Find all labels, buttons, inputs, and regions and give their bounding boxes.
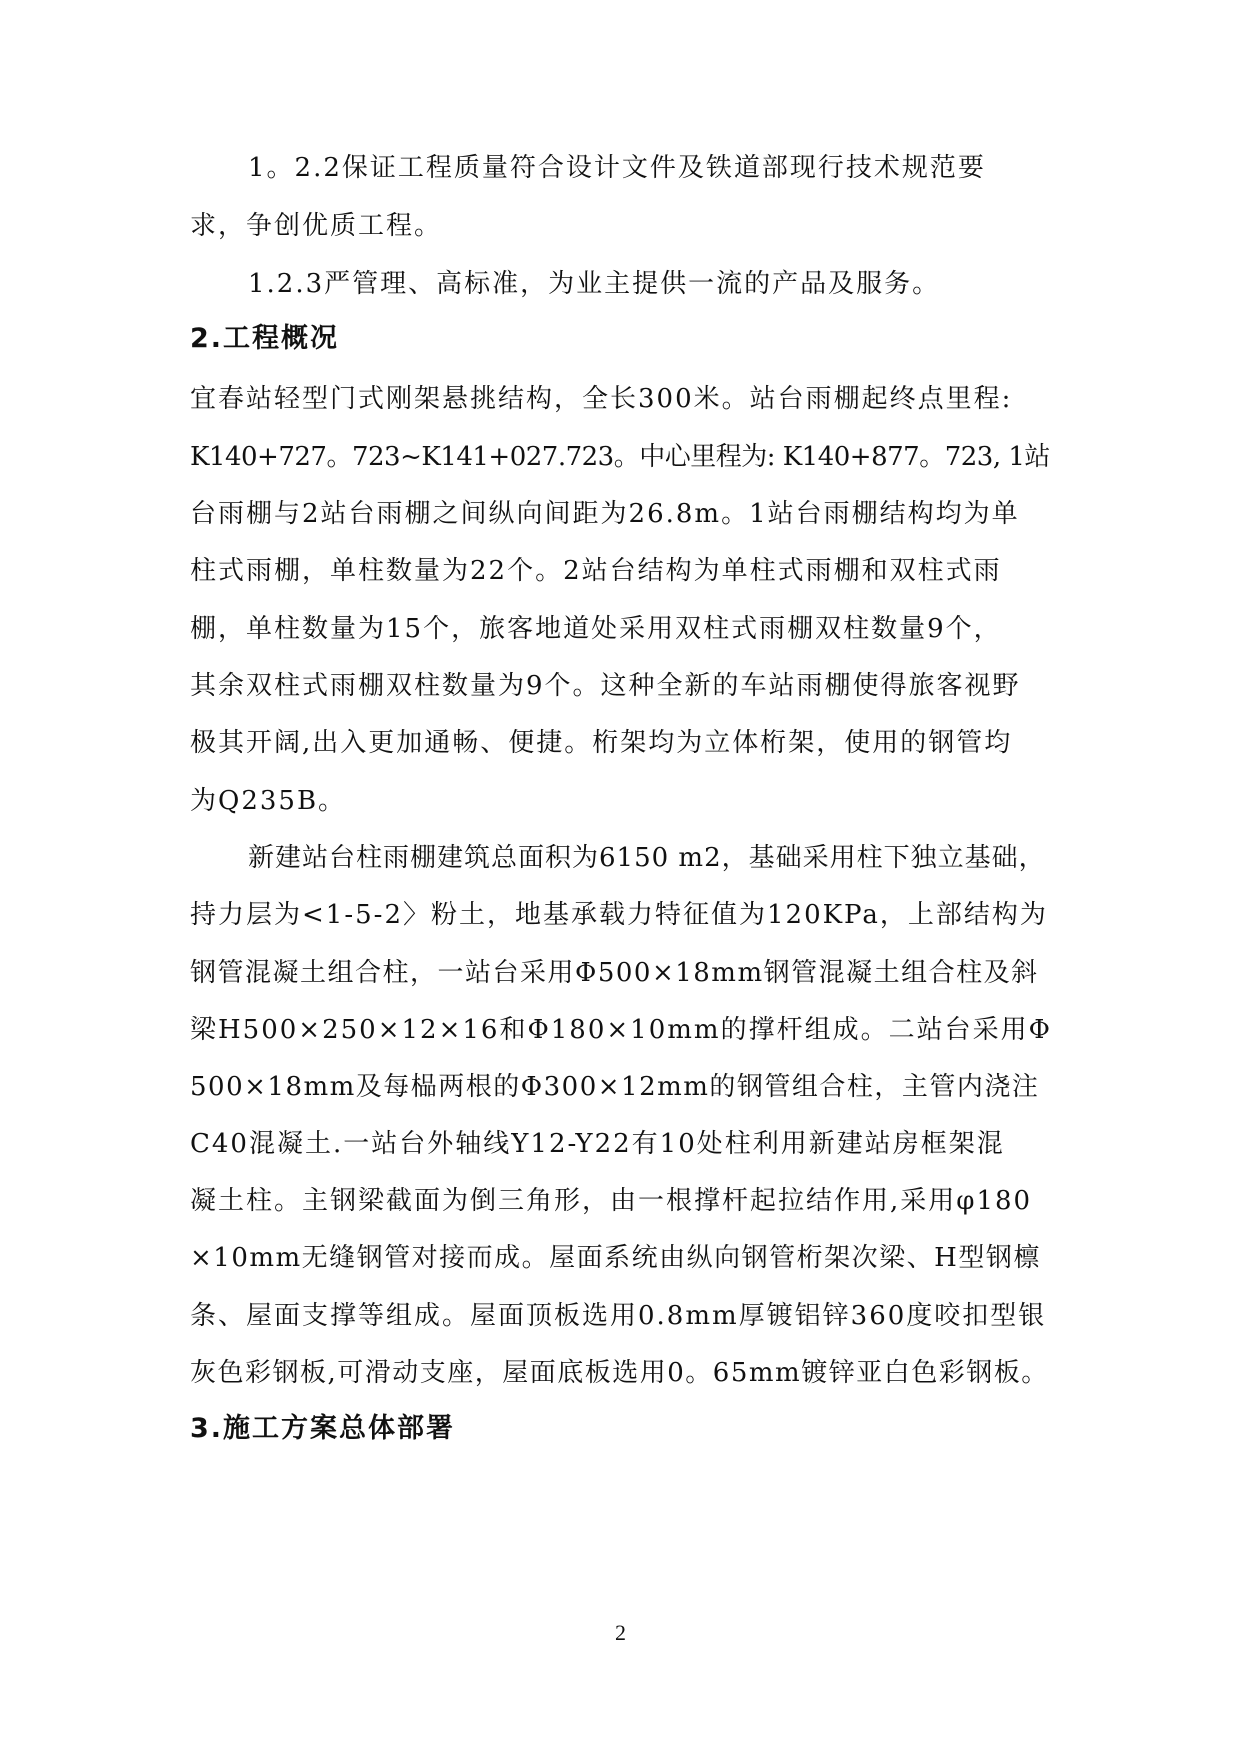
paragraph-line: 灰色彩钢板,可滑动支座，屋面底板选用0。65mm镀锌亚白色彩钢板。 — [190, 1358, 1049, 1388]
paragraph-line: 持力层为<1-5-2〉粉土，地基承载力特征值为120KPa，上部结构为 — [190, 900, 1048, 930]
paragraph-line: 钢管混凝土组合柱，一站台采用Φ500×18mm钢管混凝土组合柱及斜 — [190, 958, 1039, 988]
section-heading: 3.施工方案总体部署 — [190, 1413, 456, 1444]
paragraph-line: 500×18mm及每榀两根的Φ300×12mm的钢管组合柱，主管内浇注 — [190, 1072, 1040, 1102]
section-heading: 2.工程概况 — [190, 323, 340, 354]
paragraph-line: 宜春站轻型门式刚架悬挑结构，全长300米。站台雨棚起终点里程: — [190, 384, 1013, 414]
paragraph-line: ×10mm无缝钢管对接而成。屋面系统由纵向钢管桁架次梁、H型钢檩 — [190, 1243, 1041, 1273]
paragraph-line: 极其开阔,出入更加通畅、便捷。桁架均为立体桁架，使用的钢管均 — [190, 728, 1013, 758]
page-number: 2 — [615, 1620, 626, 1645]
paragraph-line: 求，争创优质工程。 — [190, 211, 443, 241]
paragraph-line: 1。2.2保证工程质量符合设计文件及铁道部现行技术规范要 — [248, 153, 986, 183]
paragraph-line: K140+727。723~K141+027.723。中心里程为: K140+877。723, 1站 — [190, 442, 1050, 472]
paragraph-line: 为Q235B。 — [190, 786, 347, 816]
paragraph-line: 条、屋面支撑等组成。屋面顶板选用0.8mm厚镀铝锌360度咬扣型银 — [190, 1301, 1047, 1331]
paragraph-line: 台雨棚与2站台雨棚之间纵向间距为26.8m。1站台雨棚结构均为单 — [190, 499, 1020, 529]
paragraph-line: 1.2.3严管理、高标准，为业主提供一流的产品及服务。 — [248, 269, 941, 299]
paragraph-line: 凝土柱。主钢梁截面为倒三角形，由一根撑杆起拉结作用,采用φ180 — [190, 1186, 1033, 1216]
paragraph-line: 棚，单柱数量为15个，旅客地道处采用双柱式雨棚双柱数量9个， — [190, 614, 1002, 644]
paragraph-line: 梁H500×250×12×16和Φ180×10mm的撑杆组成。二站台采用Φ — [190, 1015, 1052, 1045]
paragraph-line: 新建站台柱雨棚建筑总面积为6150 m2，基础采用柱下独立基础， — [248, 843, 1046, 873]
paragraph-line: C40混凝土.一站台外轴线Y12-Y22有10处柱利用新建站房框架混 — [190, 1129, 1005, 1159]
paragraph-line: 柱式雨棚，单柱数量为22个。2站台结构为单柱式雨棚和双柱式雨 — [190, 556, 1002, 586]
paragraph-line: 其余双柱式雨棚双柱数量为9个。这种全新的车站雨棚使得旅客视野 — [190, 671, 1021, 701]
